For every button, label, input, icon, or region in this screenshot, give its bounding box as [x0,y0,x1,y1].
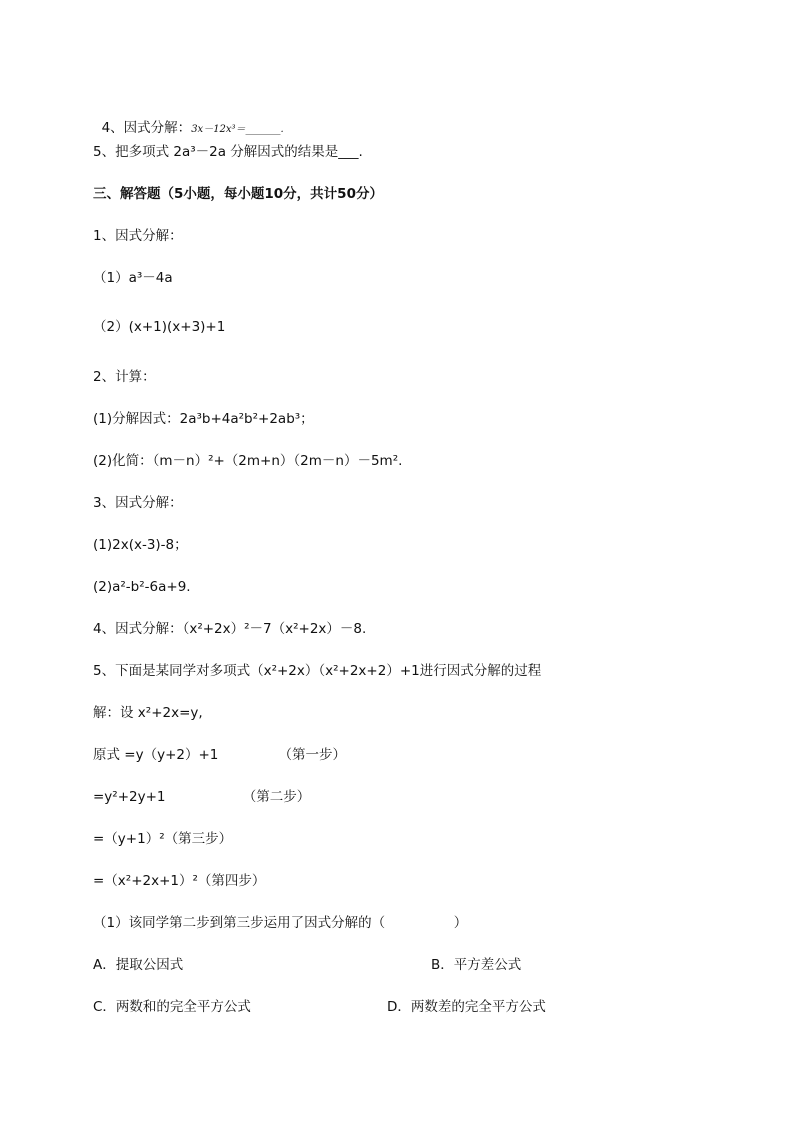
problem-3-part-1: (1)2x(x-3)-8； [93,537,188,553]
option-b: B．平方差公式 [431,957,522,973]
option-a: A．提取公因式 [93,957,184,973]
problem-1-title: 1、因式分解： [93,228,183,244]
problem-4: 4、因式分解：（x²+2x）²－7（x²+2x）－8. [93,621,367,637]
solution-step-3: =（y+1）²（第三步） [93,831,233,847]
section-3-heading: 三、解答题（5小题，每小题10分，共计50分） [93,186,383,202]
problem-1-part-2: （2）(x+1)(x+3)+1 [93,319,226,335]
question-5-fill: 5、把多项式 2a³－2a 分解因式的结果是___. [93,144,363,160]
sub-question-1: （1）该同学第二步到第三步运用了因式分解的（ ） [93,915,468,931]
problem-2-part-1: (1)分解因式：2a³b+4a²b²+2ab³； [93,411,314,427]
question-4-fill [93,101,284,139]
problem-2-part-2: (2)化简：（m－n）²+（2m+n）（2m－n）－5m². [93,453,403,469]
solution-step-4: =（x²+2x+1）²（第四步） [93,873,266,889]
solution-intro: 解：设 x²+2x=y, [93,705,203,721]
solution-step-1: 原式 =y（y+2）+1 （第一步） [93,747,346,763]
solution-step-2: =y²+2y+1 （第二步） [93,789,311,805]
problem-2-title: 2、计算： [93,369,156,385]
problem-1-part-1: （1）a³－4a [93,270,173,286]
problem-5-title: 5、下面是某同学对多项式（x²+2x）（x²+2x+2）+1进行因式分解的过程 [93,663,542,679]
option-d: D．两数差的完全平方公式 [387,999,546,1015]
question-4-fill-math: 3x－12x³＝_______. [191,124,284,135]
problem-3-title: 3、因式分解： [93,495,183,511]
question-4-fill-text: 4、因式分解： [101,120,192,136]
problem-3-part-2: (2)a²-b²-6a+9. [93,579,191,595]
option-c: C．两数和的完全平方公式 [93,999,251,1015]
